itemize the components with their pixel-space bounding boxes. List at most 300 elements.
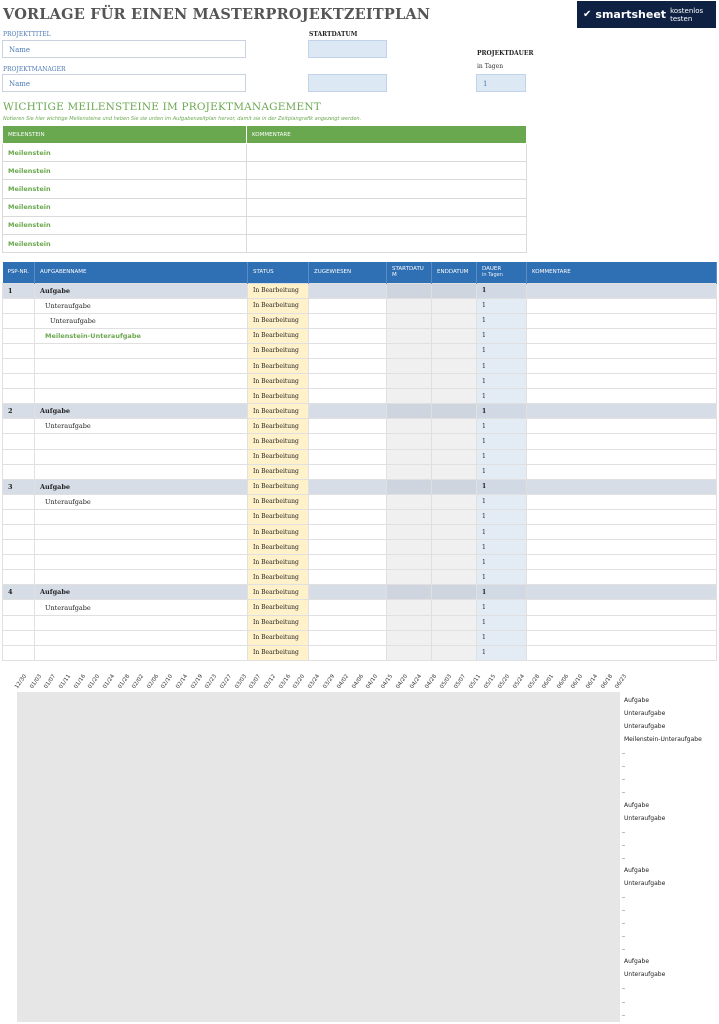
project-title-input[interactable]: Name	[2, 40, 246, 58]
start-date-cell[interactable]	[387, 449, 432, 464]
milestone-cell[interactable]: Meilenstein	[3, 180, 247, 198]
page-title: VORLAGE FÜR EINEN MASTERPROJEKTZEITPLAN	[3, 6, 431, 23]
status-cell[interactable]: In Bearbeitung	[248, 358, 309, 373]
milestones-heading: WICHTIGE MEILENSTEINE IM PROJEKTMANAGEMENT	[3, 101, 321, 113]
task-comment-cell[interactable]	[527, 283, 717, 298]
duration-cell: 1	[477, 585, 527, 600]
start-date-cell[interactable]	[387, 600, 432, 615]
gantt-date-label: 01/11	[58, 673, 73, 690]
gantt-row-tick	[622, 1015, 625, 1016]
gantt-date-label: 05/24	[511, 673, 526, 690]
gantt-date-label: 03/12	[263, 673, 278, 690]
status-cell[interactable]: In Bearbeitung	[248, 343, 309, 358]
task-name-cell[interactable]	[35, 615, 248, 630]
status-cell[interactable]: In Bearbeitung	[248, 630, 309, 645]
brand-cta: kostenlos testen	[670, 6, 704, 23]
project-manager-label: PROJEKTMANAGER	[3, 66, 66, 73]
task-comment-cell[interactable]	[527, 509, 717, 524]
status-cell[interactable]: In Bearbeitung	[248, 419, 309, 434]
start-date-cell[interactable]	[387, 494, 432, 509]
gantt-date-label: 03/24	[306, 673, 321, 690]
task-name-cell[interactable]: Meilenstein-Unteraufgabe	[35, 328, 248, 343]
gantt-row-tick	[622, 988, 625, 989]
gantt-row-tick	[622, 792, 625, 793]
milestone-row	[3, 162, 527, 180]
start-date-cell[interactable]	[387, 389, 432, 404]
duration-cell: 1	[477, 570, 527, 585]
end-date-cell[interactable]	[432, 328, 477, 343]
psp-cell[interactable]	[3, 328, 35, 343]
assigned-cell[interactable]	[309, 494, 387, 509]
assigned-cell[interactable]	[309, 419, 387, 434]
gantt-row-label: Unteraufgabe	[624, 814, 666, 822]
project-duration-label: PROJEKTDAUER	[477, 50, 534, 57]
status-cell[interactable]: In Bearbeitung	[248, 615, 309, 630]
milestone-comment-cell[interactable]	[247, 198, 527, 216]
gantt-date-label: 03/16	[277, 673, 292, 690]
task-comment-cell[interactable]	[527, 525, 717, 540]
psp-cell[interactable]: 4	[3, 585, 35, 600]
end-date-cell[interactable]	[432, 464, 477, 479]
task-comment-cell[interactable]	[527, 600, 717, 615]
status-cell[interactable]: In Bearbeitung	[248, 645, 309, 660]
task-comment-cell[interactable]	[527, 434, 717, 449]
task-row	[3, 404, 717, 419]
psp-cell[interactable]	[3, 630, 35, 645]
task-name-cell[interactable]	[35, 630, 248, 645]
gantt-row-label: Unteraufgabe	[624, 971, 666, 979]
start-date-cell[interactable]	[387, 525, 432, 540]
assigned-cell[interactable]	[309, 570, 387, 585]
project-duration-value[interactable]: 1	[476, 74, 526, 92]
status-cell[interactable]: In Bearbeitung	[248, 389, 309, 404]
task-name-cell[interactable]	[35, 434, 248, 449]
status-cell[interactable]: In Bearbeitung	[248, 404, 309, 419]
duration-cell: 1	[477, 328, 527, 343]
status-cell[interactable]: In Bearbeitung	[248, 328, 309, 343]
status-cell[interactable]: In Bearbeitung	[248, 449, 309, 464]
gantt-date-label: 03/03	[233, 673, 248, 690]
start-date-cell[interactable]	[387, 585, 432, 600]
brand-logo: smartsheet	[595, 8, 667, 21]
duration-cell: 1	[477, 464, 527, 479]
milestone-comment-cell[interactable]	[247, 162, 527, 180]
psp-header: PSP-NR.	[3, 262, 35, 283]
assigned-cell[interactable]	[309, 645, 387, 660]
task-comment-cell[interactable]	[527, 343, 717, 358]
gantt-date-label: 06/18	[599, 673, 614, 690]
task-row	[3, 479, 717, 494]
task-name-cell[interactable]: Unteraufgabe	[35, 313, 248, 328]
task-name-cell[interactable]	[35, 509, 248, 524]
subtask-row	[3, 419, 717, 434]
gantt-date-label: 04/15	[380, 673, 395, 690]
duration-cell: 1	[477, 525, 527, 540]
start-date-cell[interactable]	[387, 343, 432, 358]
gantt-date-label: 02/19	[189, 673, 204, 690]
psp-cell[interactable]	[3, 570, 35, 585]
start-date-cell[interactable]	[387, 555, 432, 570]
subtask-row	[3, 464, 717, 479]
assigned-cell[interactable]	[309, 358, 387, 373]
milestone-comment-cell[interactable]	[247, 234, 527, 252]
assigned-cell[interactable]	[309, 328, 387, 343]
duration-cell: 1	[477, 298, 527, 313]
start-date-cell[interactable]	[387, 283, 432, 298]
gantt-row-label: Aufgabe	[624, 697, 650, 704]
end-date-cell[interactable]	[432, 585, 477, 600]
psp-cell[interactable]	[3, 555, 35, 570]
end-date-cell[interactable]	[432, 494, 477, 509]
task-name-cell[interactable]: Aufgabe	[35, 283, 248, 298]
gantt-date-label: 02/14	[175, 673, 190, 690]
subtask-row	[3, 645, 717, 660]
start-date-cell[interactable]	[387, 404, 432, 419]
start-date-cell[interactable]	[387, 328, 432, 343]
start-date-cell[interactable]	[387, 570, 432, 585]
assigned-cell[interactable]	[309, 585, 387, 600]
task-comment-cell[interactable]	[527, 464, 717, 479]
assigned-cell[interactable]	[309, 509, 387, 524]
milestone-cell[interactable]: Meilenstein	[3, 198, 247, 216]
milestone-cell[interactable]: Meilenstein	[3, 234, 247, 252]
status-cell[interactable]: In Bearbeitung	[248, 525, 309, 540]
end-date-header: ENDDATUM	[432, 262, 477, 283]
start-date-cell[interactable]	[387, 464, 432, 479]
task-comment-cell[interactable]	[527, 328, 717, 343]
psp-cell[interactable]	[3, 509, 35, 524]
assigned-cell[interactable]	[309, 404, 387, 419]
status-cell[interactable]: In Bearbeitung	[248, 374, 309, 389]
milestone-comment-cell[interactable]	[247, 180, 527, 198]
end-date-cell[interactable]	[432, 509, 477, 524]
gantt-date-label: 04/10	[365, 673, 380, 690]
psp-cell[interactable]	[3, 298, 35, 313]
psp-cell[interactable]: 1	[3, 283, 35, 298]
task-name-cell[interactable]: Unteraufgabe	[35, 600, 248, 615]
gantt-date-label: 05/28	[526, 673, 541, 690]
psp-cell[interactable]	[3, 464, 35, 479]
psp-cell[interactable]: 2	[3, 404, 35, 419]
milestone-row	[3, 144, 527, 162]
milestone-cell[interactable]: Meilenstein	[3, 216, 247, 234]
gantt-row-label: Aufgabe	[624, 958, 650, 966]
task-comment-cell[interactable]	[527, 419, 717, 434]
status-cell[interactable]: In Bearbeitung	[248, 555, 309, 570]
duration-cell: 1	[477, 389, 527, 404]
status-cell[interactable]: In Bearbeitung	[248, 479, 309, 494]
status-cell[interactable]: In Bearbeitung	[248, 298, 309, 313]
subtask-row	[3, 313, 717, 328]
assigned-cell[interactable]	[309, 283, 387, 298]
milestone-cell[interactable]: Meilenstein	[3, 162, 247, 180]
gantt-date-label: 03/20	[292, 673, 307, 690]
psp-cell[interactable]	[3, 600, 35, 615]
end-date-cell[interactable]	[432, 449, 477, 464]
end-date-cell[interactable]	[432, 419, 477, 434]
gantt-date-label: 06/23	[614, 673, 629, 690]
task-name-cell[interactable]	[35, 374, 248, 389]
duration-header	[477, 262, 527, 283]
task-comment-cell[interactable]	[527, 358, 717, 373]
milestone-comment-cell[interactable]	[247, 144, 527, 162]
task-name-cell[interactable]: Unteraufgabe	[35, 419, 248, 434]
assigned-cell[interactable]	[309, 525, 387, 540]
gantt-row-tick	[622, 949, 625, 950]
subtask-row	[3, 615, 717, 630]
milestone-cell[interactable]: Meilenstein	[3, 144, 247, 162]
task-comment-cell[interactable]	[527, 389, 717, 404]
gantt-date-label: 06/01	[541, 673, 556, 690]
subtask-row	[3, 555, 717, 570]
start-date-input[interactable]	[308, 40, 387, 58]
subtask-row	[3, 509, 717, 524]
assigned-cell[interactable]	[309, 449, 387, 464]
start-date-cell[interactable]	[387, 313, 432, 328]
psp-cell[interactable]	[3, 645, 35, 660]
psp-cell[interactable]	[3, 343, 35, 358]
assigned-cell[interactable]	[309, 464, 387, 479]
assigned-cell[interactable]	[309, 479, 387, 494]
gantt-date-label: 12/30	[14, 673, 29, 690]
end-date-cell[interactable]	[432, 283, 477, 298]
psp-cell[interactable]	[3, 313, 35, 328]
start-date-cell[interactable]	[387, 358, 432, 373]
task-comment-cell[interactable]	[527, 540, 717, 555]
duration-cell: 1	[477, 600, 527, 615]
task-name-cell[interactable]: Aufgabe	[35, 479, 248, 494]
start-date-header: STARTDATU M	[387, 262, 432, 283]
duration-cell: 1	[477, 509, 527, 524]
task-name-cell[interactable]	[35, 525, 248, 540]
gantt-date-label: 01/20	[87, 673, 102, 690]
start-date-label: STARTDATUM	[309, 31, 358, 38]
task-name-cell[interactable]	[35, 570, 248, 585]
task-name-cell[interactable]	[35, 358, 248, 373]
assigned-cell[interactable]	[309, 298, 387, 313]
task-comment-cell[interactable]	[527, 298, 717, 313]
task-comment-cell[interactable]	[527, 570, 717, 585]
gantt-date-label: 04/20	[394, 673, 409, 690]
psp-cell[interactable]	[3, 615, 35, 630]
task-name-cell[interactable]	[35, 343, 248, 358]
duration-cell: 1	[477, 615, 527, 630]
end-date-cell[interactable]	[432, 374, 477, 389]
status-cell[interactable]: In Bearbeitung	[248, 434, 309, 449]
psp-cell[interactable]	[3, 449, 35, 464]
assigned-cell[interactable]	[309, 389, 387, 404]
assigned-cell[interactable]	[309, 313, 387, 328]
start-date-cell[interactable]	[387, 479, 432, 494]
subtask-row	[3, 434, 717, 449]
start-date-cell[interactable]	[387, 509, 432, 524]
task-name-cell[interactable]	[35, 389, 248, 404]
start-date-cell[interactable]	[387, 419, 432, 434]
psp-cell[interactable]	[3, 419, 35, 434]
status-cell[interactable]: In Bearbeitung	[248, 540, 309, 555]
end-date-cell[interactable]	[432, 479, 477, 494]
psp-cell[interactable]: 3	[3, 479, 35, 494]
end-date-cell[interactable]	[432, 570, 477, 585]
task-comment-cell[interactable]	[527, 615, 717, 630]
gantt-date-label: 04/24	[409, 673, 424, 690]
end-date-cell[interactable]	[432, 540, 477, 555]
milestone-row	[3, 198, 527, 216]
gantt-date-label: 02/27	[219, 673, 234, 690]
duration-cell: 1	[477, 313, 527, 328]
subtask-row	[3, 600, 717, 615]
smartsheet-check-icon: ✔	[583, 9, 592, 20]
task-name-cell[interactable]	[35, 449, 248, 464]
task-comment-cell[interactable]	[527, 630, 717, 645]
gantt-date-label: 02/06	[145, 673, 160, 690]
project-manager-input[interactable]: Name	[2, 74, 246, 92]
duration-cell: 1	[477, 434, 527, 449]
duration-cell: 1	[477, 404, 527, 419]
gantt-date-label: 05/20	[497, 673, 512, 690]
task-comment-cell[interactable]	[527, 449, 717, 464]
gantt-row-label: Unteraufgabe	[624, 710, 666, 718]
subtask-row	[3, 630, 717, 645]
start-date-cell[interactable]	[387, 298, 432, 313]
assigned-cell[interactable]	[309, 555, 387, 570]
start-date-cell[interactable]	[387, 374, 432, 389]
subtask-row	[3, 298, 717, 313]
task-name-cell[interactable]: Aufgabe	[35, 585, 248, 600]
end-date-cell[interactable]	[432, 434, 477, 449]
gantt-row-tick	[622, 858, 625, 859]
task-name-cell[interactable]	[35, 464, 248, 479]
gantt-date-label: 01/07	[43, 673, 58, 690]
end-date-cell[interactable]	[432, 555, 477, 570]
gantt-row-label: Meilenstein-Unteraufgabe	[624, 736, 702, 744]
status-cell[interactable]: In Bearbeitung	[248, 464, 309, 479]
end-date-cell[interactable]	[432, 525, 477, 540]
gantt-row-label: Aufgabe	[624, 866, 650, 874]
task-name-cell[interactable]	[35, 555, 248, 570]
end-date-cell[interactable]	[432, 630, 477, 645]
psp-cell[interactable]	[3, 434, 35, 449]
task-name-cell[interactable]	[35, 540, 248, 555]
psp-cell[interactable]	[3, 525, 35, 540]
end-date-cell[interactable]	[432, 343, 477, 358]
assigned-header: ZUGEWIESEN	[309, 262, 387, 283]
assigned-cell[interactable]	[309, 540, 387, 555]
comments-column-header: KOMMENTARE	[247, 126, 527, 144]
subtask-row	[3, 389, 717, 404]
manager-date-input[interactable]	[308, 74, 387, 92]
gantt-row-tick	[622, 910, 625, 911]
project-title-label: PROJEKTTITEL	[3, 31, 51, 38]
duration-cell: 1	[477, 374, 527, 389]
psp-cell[interactable]	[3, 374, 35, 389]
subtask-row	[3, 540, 717, 555]
subtask-row	[3, 449, 717, 464]
assigned-cell[interactable]	[309, 600, 387, 615]
gantt-date-label: 06/14	[585, 673, 600, 690]
task-name-cell[interactable]	[35, 645, 248, 660]
start-date-cell[interactable]	[387, 434, 432, 449]
psp-cell[interactable]	[3, 358, 35, 373]
psp-cell[interactable]	[3, 389, 35, 404]
start-date-cell[interactable]	[387, 615, 432, 630]
end-date-cell[interactable]	[432, 298, 477, 313]
status-cell[interactable]: In Bearbeitung	[248, 570, 309, 585]
assigned-cell[interactable]	[309, 434, 387, 449]
task-comment-cell[interactable]	[527, 404, 717, 419]
end-date-cell[interactable]	[432, 313, 477, 328]
end-date-cell[interactable]	[432, 645, 477, 660]
smartsheet-banner[interactable]	[577, 1, 716, 28]
subtask-row	[3, 328, 717, 343]
end-date-cell[interactable]	[432, 404, 477, 419]
end-date-cell[interactable]	[432, 615, 477, 630]
task-comment-cell[interactable]	[527, 494, 717, 509]
end-date-cell[interactable]	[432, 358, 477, 373]
task-comment-cell[interactable]	[527, 585, 717, 600]
assigned-cell[interactable]	[309, 343, 387, 358]
gantt-date-axis	[14, 660, 657, 692]
psp-cell[interactable]	[3, 540, 35, 555]
duration-cell: 1	[477, 645, 527, 660]
subtask-row	[3, 343, 717, 358]
task-comment-cell[interactable]	[527, 374, 717, 389]
gantt-date-label: 04/28	[424, 673, 439, 690]
gantt-row-tick	[622, 753, 625, 754]
gantt-date-label: 05/11	[468, 673, 483, 690]
milestone-row	[3, 216, 527, 234]
task-name-cell[interactable]: Aufgabe	[35, 404, 248, 419]
gantt-row-label: Unteraufgabe	[624, 879, 666, 887]
subtask-row	[3, 374, 717, 389]
task-name-cell[interactable]: Unteraufgabe	[35, 298, 248, 313]
task-comment-cell[interactable]	[527, 313, 717, 328]
duration-cell: 1	[477, 630, 527, 645]
milestones-note: Notieren Sie hier wichtige Meilensteine und heben Sie sie unten im Aufgabenzeitplan hervor, damit sie in der Zeitplangrafik angezeigt werden.	[3, 116, 362, 122]
task-row	[3, 585, 717, 600]
gantt-label-column	[622, 692, 718, 1022]
task-comment-cell[interactable]	[527, 555, 717, 570]
duration-cell: 1	[477, 494, 527, 509]
gantt-date-label: 02/02	[131, 673, 146, 690]
start-date-cell[interactable]	[387, 645, 432, 660]
status-cell[interactable]: In Bearbeitung	[248, 494, 309, 509]
status-cell[interactable]: In Bearbeitung	[248, 600, 309, 615]
subtask-row	[3, 570, 717, 585]
start-date-cell[interactable]	[387, 630, 432, 645]
gantt-date-label: 05/07	[453, 673, 468, 690]
task-comment-cell[interactable]	[527, 479, 717, 494]
gantt-date-label: 01/03	[28, 673, 43, 690]
milestone-comment-cell[interactable]	[247, 216, 527, 234]
psp-cell[interactable]	[3, 494, 35, 509]
start-date-cell[interactable]	[387, 540, 432, 555]
end-date-cell[interactable]	[432, 389, 477, 404]
end-date-cell[interactable]	[432, 600, 477, 615]
assigned-cell[interactable]	[309, 615, 387, 630]
assigned-cell[interactable]	[309, 630, 387, 645]
status-cell[interactable]: In Bearbeitung	[248, 585, 309, 600]
task-row	[3, 283, 717, 298]
status-cell[interactable]: In Bearbeitung	[248, 313, 309, 328]
gantt-date-label: 04/06	[350, 673, 365, 690]
gantt-row-tick	[622, 923, 625, 924]
task-name-cell[interactable]: Unteraufgabe	[35, 494, 248, 509]
status-cell[interactable]: In Bearbeitung	[248, 509, 309, 524]
status-cell[interactable]: In Bearbeitung	[248, 283, 309, 298]
task-comment-cell[interactable]	[527, 645, 717, 660]
assigned-cell[interactable]	[309, 374, 387, 389]
